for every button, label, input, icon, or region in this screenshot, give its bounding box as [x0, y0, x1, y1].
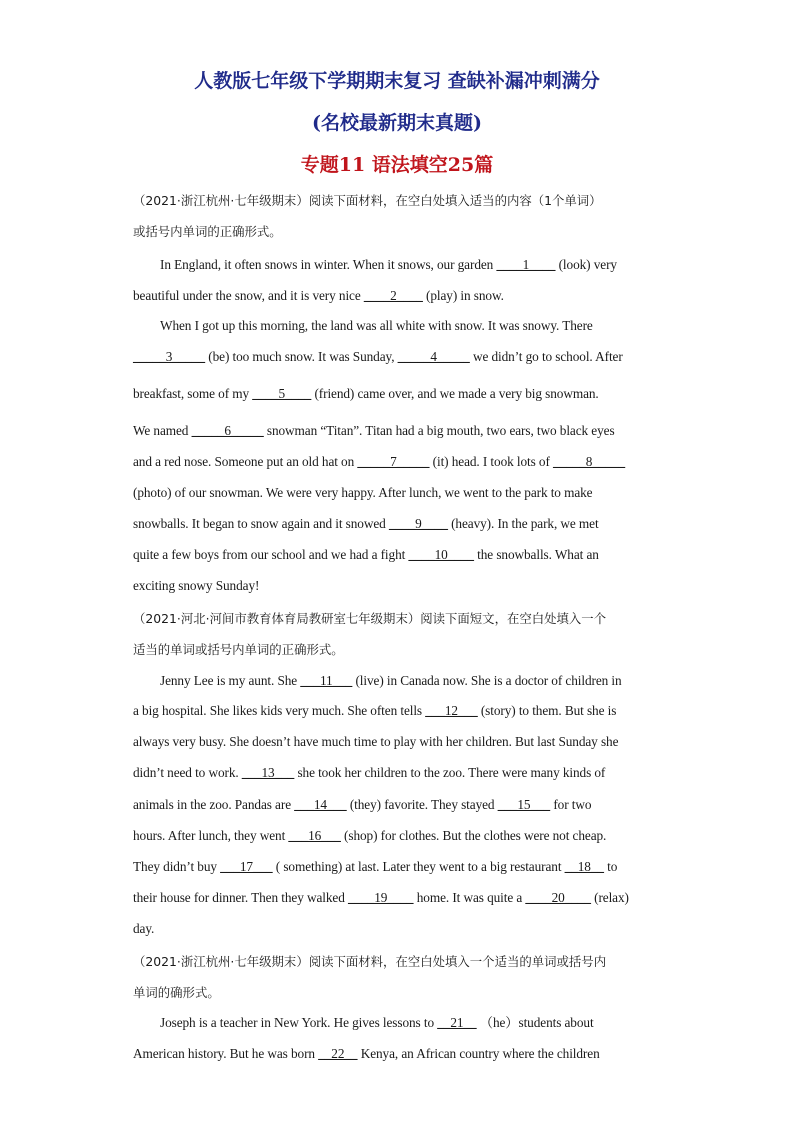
passage-text-line: [133, 1046, 663, 1062]
text-segment: exciting snowy Sunday!: [133, 578, 260, 593]
answer-blank: __18__: [564, 859, 604, 874]
text-segment: a big hospital. She likes kids very much. She often tells: [133, 703, 426, 718]
text-segment: (live) in Canada now. She is a doctor of children in: [352, 673, 622, 688]
passage-text-line: [133, 828, 663, 844]
passage-text-line: [133, 386, 663, 402]
text-segment: for two: [550, 797, 592, 812]
text-segment: (play) in snow.: [422, 288, 504, 303]
text-segment: didn’t need to work.: [133, 765, 242, 780]
passage-text-line: [133, 547, 663, 563]
text-segment: (photo) of our snowman. We were very happy. After lunch, we went to the park to make: [133, 485, 593, 500]
answer-blank: ___12___: [425, 703, 478, 718]
answer-blank: ___15___: [497, 797, 551, 812]
passage-text-line: [160, 673, 663, 689]
passage-text-line: [133, 454, 663, 470]
passage-text-line: [133, 703, 663, 719]
passage-text-line: [133, 921, 663, 937]
document-title: 人教版七年级下学期期末复习 查缺补漏冲刺满分: [194, 70, 600, 92]
passage-source-line: （2021·河北·河间市教育体育局教研室七年级期末）阅读下面短文，在空白处填入一个: [133, 611, 607, 626]
text-segment: and a red nose. Someone put an old hat on: [133, 454, 358, 469]
answer-blank: ___14___: [294, 797, 347, 812]
topic-title: 专题11 语法填空25篇: [300, 154, 494, 176]
answer-blank: __21__: [437, 1015, 477, 1030]
passage-text-line: [133, 423, 663, 439]
passage-text-line: [160, 318, 663, 334]
text-segment: We named: [133, 423, 192, 438]
text-segment: (friend) came over, and we made a very big snowman.: [311, 386, 599, 401]
text-segment: always very busy. She doesn’t have much time to play with her children. But last Sunday she: [133, 734, 619, 749]
text-segment: (story) to them. But she is: [477, 703, 617, 718]
passage-source-line: 单词的确形式。: [133, 985, 220, 1000]
text-segment: hours. After lunch, they went: [133, 828, 289, 843]
passage-text-line: [133, 765, 663, 781]
text-segment: snowballs. It began to snow again and it snowed: [133, 516, 389, 531]
answer-blank: ____2____: [363, 288, 423, 303]
text-segment: Jenny Lee is my aunt. She: [160, 673, 301, 688]
answer-blank: ____5____: [252, 386, 312, 401]
passage-source-line: 适当的单词或括号内单词的正确形式。: [133, 642, 344, 657]
answer-blank: ____19____: [348, 890, 414, 905]
answer-blank: _____4_____: [397, 349, 470, 364]
text-segment: (they) favorite. They stayed: [346, 797, 498, 812]
text-segment: Kenya, an African country where the children: [357, 1046, 600, 1061]
answer-blank: ___17___: [220, 859, 273, 874]
text-segment: Joseph is a teacher in New York. He gives lessons to: [160, 1015, 438, 1030]
passage-text-line: [133, 859, 663, 875]
text-segment: ( something) at last. Later they went to a big restaurant: [272, 859, 565, 874]
passage-text-line: [160, 257, 663, 273]
passage-text-line: [133, 734, 663, 750]
text-segment: quite a few boys from our school and we had a fight: [133, 547, 409, 562]
text-segment: the snowballs. What an: [473, 547, 599, 562]
text-segment: we didn’t go to school. After: [469, 349, 623, 364]
passage-text-line: [133, 797, 663, 813]
answer-blank: ____10____: [408, 547, 474, 562]
passage-text-line: [133, 578, 663, 594]
passage-text-line: [133, 288, 663, 304]
answer-blank: ___13___: [241, 765, 295, 780]
text-segment: beautiful under the snow, and it is very nice: [133, 288, 364, 303]
answer-blank: ____20____: [525, 890, 591, 905]
passage-source-line: （2021·浙江杭州·七年级期末）阅读下面材料，在空白处填入适当的内容（1个单词）: [133, 193, 602, 208]
text-segment: (heavy). In the park, we met: [447, 516, 599, 531]
text-segment: (be) too much snow. It was Sunday,: [205, 349, 398, 364]
text-segment: When I got up this morning, the land was all white with snow. It was snowy. There: [160, 318, 593, 333]
answer-blank: __22__: [318, 1046, 358, 1061]
text-segment: American history. But he was born: [133, 1046, 319, 1061]
text-segment: (shop) for clothes. But the clothes were not cheap.: [340, 828, 607, 843]
answer-blank: ___16___: [288, 828, 341, 843]
text-segment: their house for dinner. Then they walked: [133, 890, 348, 905]
answer-blank: _____6_____: [191, 423, 264, 438]
text-segment: (look) very: [555, 257, 617, 272]
answer-blank: ____1____: [496, 257, 556, 272]
text-segment: They didn’t buy: [133, 859, 221, 874]
passage-text-line: [133, 485, 663, 501]
answer-blank: _____7_____: [357, 454, 430, 469]
passage-text-line: [133, 516, 663, 532]
text-segment: （he）students about: [476, 1015, 594, 1030]
answer-blank: _____3_____: [133, 349, 206, 364]
document-subtitle: (名校最新期末真题): [312, 112, 482, 134]
text-segment: day.: [133, 921, 155, 936]
text-segment: snowman “Titan”. Titan had a big mouth, two ears, two black eyes: [263, 423, 615, 438]
answer-blank: ____9____: [388, 516, 448, 531]
passage-source-line: 或括号内单词的正确形式。: [133, 224, 282, 239]
text-segment: she took her children to the zoo. There were many kinds of: [294, 765, 606, 780]
text-segment: breakfast, some of my: [133, 386, 253, 401]
answer-blank: ___11___: [300, 673, 353, 688]
text-segment: home. It was quite a: [413, 890, 526, 905]
passage-text-line: [133, 890, 663, 906]
text-segment: (relax): [590, 890, 629, 905]
passage-text-line: [160, 1015, 663, 1031]
text-segment: In England, it often snows in winter. When it snows, our garden: [160, 257, 497, 272]
passage-source-line: （2021·浙江杭州·七年级期末）阅读下面材料，在空白处填入一个适当的单词或括号内: [133, 954, 607, 969]
text-segment: (it) head. I took lots of: [429, 454, 554, 469]
passage-text-line: [133, 349, 663, 365]
text-segment: animals in the zoo. Pandas are: [133, 797, 295, 812]
text-segment: to: [603, 859, 618, 874]
answer-blank: _____8_____: [553, 454, 626, 469]
